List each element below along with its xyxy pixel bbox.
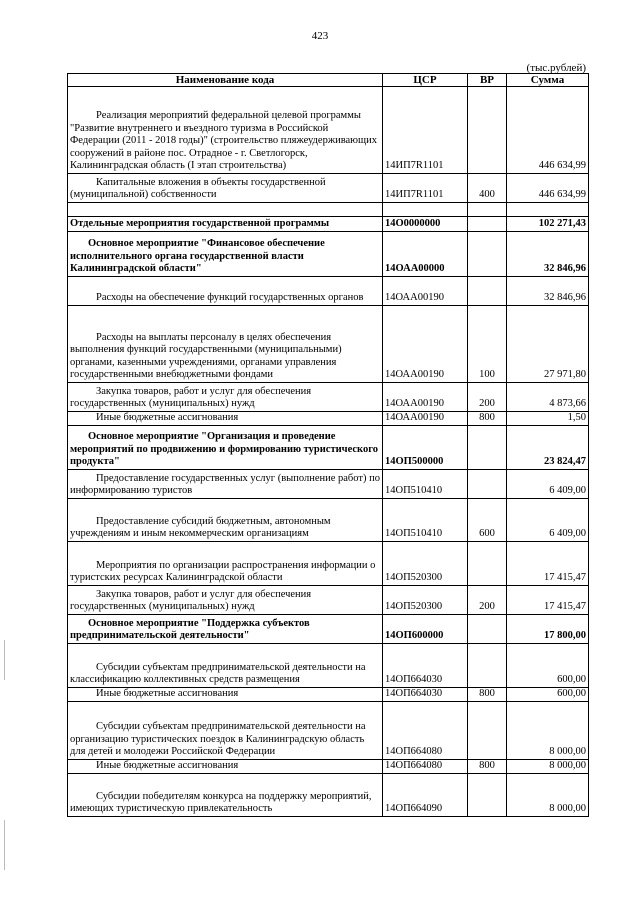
row-name: Расходы на обеспечение функций государственных органов — [68, 277, 383, 306]
row-sum: 8 000,00 — [507, 702, 589, 760]
row-name: Отдельные мероприятия государственной программы — [68, 217, 383, 232]
row-sum: 446 634,99 — [507, 87, 589, 174]
row-sum: 32 846,96 — [507, 232, 589, 277]
row-vr: 800 — [468, 688, 507, 702]
table-row — [68, 87, 589, 174]
row-csr: 14ОАА00190 — [383, 277, 468, 306]
row-vr — [468, 217, 507, 232]
row-name: Закупка товаров, работ и услуг для обеспечения государственных (муниципальных) нужд — [68, 586, 383, 615]
table-row — [68, 306, 589, 383]
row-vr — [468, 615, 507, 644]
row-csr: 14ОП600000 — [383, 615, 468, 644]
row-sum: 17 415,47 — [507, 542, 589, 586]
row-sum: 6 409,00 — [507, 470, 589, 499]
row-name: Предоставление субсидий бюджетным, автономным учреждениям и иным некоммерческим организациям — [68, 499, 383, 542]
column-header-csr: ЦСР — [383, 74, 468, 87]
row-vr: 200 — [468, 586, 507, 615]
row-sum: 446 634,99 — [507, 174, 589, 203]
row-sum: 23 824,47 — [507, 426, 589, 470]
row-name: Субсидии субъектам предпринимательской деятельности на организацию туристических поездок в Калининградскую область для детей и молодежи Российской Федерации — [68, 702, 383, 760]
row-vr: 600 — [468, 499, 507, 542]
row-name: Иные бюджетные ассигнования — [68, 760, 383, 774]
row-sum: 600,00 — [507, 644, 589, 688]
row-sum — [507, 203, 589, 217]
row-vr — [468, 702, 507, 760]
row-csr: 14ИП7R1101 — [383, 87, 468, 174]
table-row — [68, 615, 589, 644]
table-row — [68, 760, 589, 774]
row-csr: 14ОП520300 — [383, 586, 468, 615]
row-name: Расходы на выплаты персоналу в целях обеспечения выполнения функций государственными (муниципальными) органами, казенными учреждениями, органами управления государственными внебюджетными фондами — [68, 306, 383, 383]
row-vr — [468, 644, 507, 688]
table-row — [68, 217, 589, 232]
row-name: Иные бюджетные ассигнования — [68, 412, 383, 426]
row-name — [68, 203, 383, 217]
table-row — [68, 383, 589, 412]
row-name: Иные бюджетные ассигнования — [68, 688, 383, 702]
column-header-name: Наименование кода — [68, 74, 383, 87]
row-name: Субсидии субъектам предпринимательской деятельности на классификацию коллективных средств размещения — [68, 644, 383, 688]
column-header-vr: ВР — [468, 74, 507, 87]
row-sum: 102 271,43 — [507, 217, 589, 232]
row-csr: 14О0000000 — [383, 217, 468, 232]
row-sum: 17 415,47 — [507, 586, 589, 615]
row-name: Субсидии победителям конкурса на поддержку мероприятий, имеющих туристическую привлекательность — [68, 774, 383, 817]
table-row — [68, 499, 589, 542]
table-row — [68, 232, 589, 277]
row-csr: 14ОП664090 — [383, 774, 468, 817]
row-vr — [468, 277, 507, 306]
row-name: Основное мероприятие "Организация и проведение мероприятий по продвижению и формированию туристического продукта" — [68, 426, 383, 470]
table-row — [68, 277, 589, 306]
row-sum: 1,50 — [507, 412, 589, 426]
row-sum: 32 846,96 — [507, 277, 589, 306]
row-vr — [468, 426, 507, 470]
scan-margin-line — [4, 820, 5, 870]
row-vr — [468, 232, 507, 277]
scan-margin-line — [4, 640, 5, 680]
table-row — [68, 774, 589, 817]
row-vr: 800 — [468, 412, 507, 426]
row-name: Предоставление государственных услуг (выполнение работ) по информированию туристов — [68, 470, 383, 499]
row-csr: 14ОАА00000 — [383, 232, 468, 277]
row-name: Основное мероприятие "Поддержка субъектов предпринимательской деятельности" — [68, 615, 383, 644]
column-header-sum: Сумма — [507, 74, 589, 87]
table-row — [68, 702, 589, 760]
row-vr: 100 — [468, 306, 507, 383]
row-vr: 800 — [468, 760, 507, 774]
row-csr: 14ОАА00190 — [383, 412, 468, 426]
row-vr — [468, 203, 507, 217]
row-vr: 200 — [468, 383, 507, 412]
table-row — [68, 688, 589, 702]
row-csr — [383, 203, 468, 217]
row-name: Капитальные вложения в объекты государственной (муниципальной) собственности — [68, 174, 383, 203]
row-vr: 400 — [468, 174, 507, 203]
row-vr — [468, 542, 507, 586]
budget-table — [67, 73, 589, 817]
row-name: Закупка товаров, работ и услуг для обеспечения государственных (муниципальных) нужд — [68, 383, 383, 412]
row-name: Мероприятия по организации распространения информации о туристских ресурсах Калининградской области — [68, 542, 383, 586]
row-name: Реализация мероприятий федеральной целевой программы "Развитие внутреннего и въездного туризма в Российской Федерации (2011 - 2018 годы)" (строительство пляжеудерживающих сооружений в районе пос. Отрадное - г. Светлогорск, Калининградская область (I этап строительства) — [68, 87, 383, 174]
row-csr: 14ОП510410 — [383, 470, 468, 499]
table-row — [68, 644, 589, 688]
row-sum: 27 971,80 — [507, 306, 589, 383]
row-csr: 14ОП664030 — [383, 688, 468, 702]
row-csr: 14ОАА00190 — [383, 383, 468, 412]
table-row — [68, 426, 589, 470]
table-row-spacer — [68, 203, 589, 217]
row-sum: 17 800,00 — [507, 615, 589, 644]
row-csr: 14ОП520300 — [383, 542, 468, 586]
row-sum: 4 873,66 — [507, 383, 589, 412]
page-number: 423 — [311, 30, 329, 42]
row-name: Основное мероприятие "Финансовое обеспечение исполнительного органа государственной власти Калининградской области" — [68, 232, 383, 277]
row-vr — [468, 470, 507, 499]
table-row — [68, 470, 589, 499]
row-csr: 14ОП500000 — [383, 426, 468, 470]
row-csr: 14ОП510410 — [383, 499, 468, 542]
table-row — [68, 412, 589, 426]
table-row — [68, 174, 589, 203]
row-csr: 14ОАА00190 — [383, 306, 468, 383]
row-sum: 600,00 — [507, 688, 589, 702]
row-vr — [468, 774, 507, 817]
row-sum: 6 409,00 — [507, 499, 589, 542]
row-vr — [468, 87, 507, 174]
row-sum: 8 000,00 — [507, 760, 589, 774]
table-row — [68, 542, 589, 586]
row-csr: 14ОП664080 — [383, 760, 468, 774]
row-csr: 14ОП664080 — [383, 702, 468, 760]
table-row — [68, 586, 589, 615]
row-csr: 14ИП7R1101 — [383, 174, 468, 203]
units-label: (тыс.рублей) — [526, 62, 586, 74]
table-header-row — [68, 74, 589, 87]
row-csr: 14ОП664030 — [383, 644, 468, 688]
row-sum: 8 000,00 — [507, 774, 589, 817]
